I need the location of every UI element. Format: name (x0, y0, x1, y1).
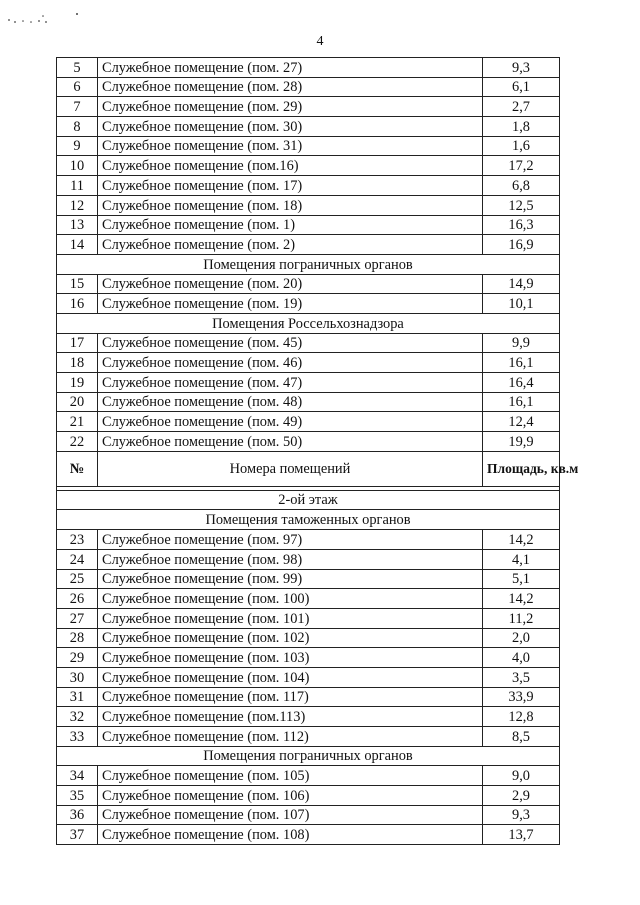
room-area: 17,2 (483, 156, 560, 176)
header-room-names: Номера помещений (98, 451, 483, 486)
room-area: 12,5 (483, 195, 560, 215)
table-row (57, 667, 560, 687)
header-area: Площадь, кв.м (483, 451, 560, 486)
room-name: Служебное помещение (пом. 108) (98, 825, 483, 845)
room-area: 13,7 (483, 825, 560, 845)
room-area: 16,3 (483, 215, 560, 235)
section-customs-agencies: Помещения таможенных органов (57, 510, 560, 530)
table-row (57, 136, 560, 156)
room-name: Служебное помещение (пом. 1) (98, 215, 483, 235)
room-name: Служебное помещение (пом.113) (98, 707, 483, 727)
table-row (57, 156, 560, 176)
row-number: 20 (57, 392, 98, 412)
table-row (57, 648, 560, 668)
room-area: 11,2 (483, 608, 560, 628)
room-name: Служебное помещение (пом. 46) (98, 353, 483, 373)
table-row (57, 549, 560, 569)
row-number: 17 (57, 333, 98, 353)
row-number: 21 (57, 412, 98, 432)
room-name: Служебное помещение (пом. 105) (98, 766, 483, 786)
room-area: 16,1 (483, 392, 560, 412)
row-number: 35 (57, 786, 98, 806)
room-name: Служебное помещение (пом. 106) (98, 786, 483, 806)
room-area: 16,9 (483, 235, 560, 255)
table-row (57, 176, 560, 196)
table-row (57, 373, 560, 393)
room-name: Служебное помещение (пом. 104) (98, 667, 483, 687)
room-name: Служебное помещение (пом. 27) (98, 58, 483, 78)
room-area: 6,1 (483, 77, 560, 97)
row-number: 26 (57, 589, 98, 609)
room-name: Служебное помещение (пом. 20) (98, 274, 483, 294)
row-number: 34 (57, 766, 98, 786)
table-row (57, 353, 560, 373)
room-area: 12,4 (483, 412, 560, 432)
row-number: 15 (57, 274, 98, 294)
table-row (57, 569, 560, 589)
row-number: 5 (57, 58, 98, 78)
row-number: 37 (57, 825, 98, 845)
room-area: 10,1 (483, 294, 560, 314)
row-number: 36 (57, 805, 98, 825)
section-row (57, 313, 560, 333)
row-number: 10 (57, 156, 98, 176)
table-row (57, 215, 560, 235)
table-row (57, 707, 560, 727)
room-area: 2,7 (483, 97, 560, 117)
row-number: 23 (57, 530, 98, 550)
section-row (57, 510, 560, 530)
room-name: Служебное помещение (пом. 29) (98, 97, 483, 117)
room-name: Служебное помещение (пом. 112) (98, 727, 483, 747)
room-area: 14,2 (483, 530, 560, 550)
row-number: 29 (57, 648, 98, 668)
room-area: 9,0 (483, 766, 560, 786)
room-area: 4,0 (483, 648, 560, 668)
room-name: Служебное помещение (пом. 103) (98, 648, 483, 668)
row-number: 6 (57, 77, 98, 97)
row-number: 9 (57, 136, 98, 156)
row-number: 31 (57, 687, 98, 707)
row-number: 11 (57, 176, 98, 196)
room-area: 9,9 (483, 333, 560, 353)
row-number: 27 (57, 608, 98, 628)
table-row (57, 589, 560, 609)
room-name: Служебное помещение (пом. 99) (98, 569, 483, 589)
room-name: Служебное помещение (пом. 19) (98, 294, 483, 314)
row-number: 8 (57, 117, 98, 137)
room-area: 16,4 (483, 373, 560, 393)
table-row (57, 687, 560, 707)
table-row (57, 77, 560, 97)
room-name: Служебное помещение (пом. 49) (98, 412, 483, 432)
table-row (57, 727, 560, 747)
section-border-agencies: Помещения пограничных органов (57, 254, 560, 274)
room-area: 14,9 (483, 274, 560, 294)
table-row (57, 274, 560, 294)
room-name: Служебное помещение (пом. 50) (98, 432, 483, 452)
table-row (57, 786, 560, 806)
room-name: Служебное помещение (пом. 31) (98, 136, 483, 156)
table-row (57, 412, 560, 432)
row-number: 18 (57, 353, 98, 373)
row-number: 14 (57, 235, 98, 255)
room-area: 8,5 (483, 727, 560, 747)
row-number: 7 (57, 97, 98, 117)
row-number: 33 (57, 727, 98, 747)
table-header-row (57, 451, 560, 486)
row-number: 19 (57, 373, 98, 393)
room-area: 12,8 (483, 707, 560, 727)
room-name: Служебное помещение (пом. 102) (98, 628, 483, 648)
row-number: 30 (57, 667, 98, 687)
table-row (57, 117, 560, 137)
table-row (57, 294, 560, 314)
room-name: Служебное помещение (пом. 97) (98, 530, 483, 550)
room-area: 1,8 (483, 117, 560, 137)
row-number: 24 (57, 549, 98, 569)
room-area: 6,8 (483, 176, 560, 196)
section-border-agencies-2: Помещения пограничных органов (57, 746, 560, 766)
page-number: 4 (316, 34, 324, 49)
header-number: № (57, 451, 98, 486)
table-row (57, 97, 560, 117)
scan-artifact-marks (6, 8, 86, 28)
room-area: 3,5 (483, 667, 560, 687)
table-row (57, 392, 560, 412)
room-name: Служебное помещение (пом. 100) (98, 589, 483, 609)
row-number: 25 (57, 569, 98, 589)
room-name: Служебное помещение (пом. 48) (98, 392, 483, 412)
table-row (57, 608, 560, 628)
table-row (57, 825, 560, 845)
room-name: Служебное помещение (пом. 98) (98, 549, 483, 569)
table-row (57, 333, 560, 353)
table-row (57, 628, 560, 648)
room-area: 14,2 (483, 589, 560, 609)
room-area: 19,9 (483, 432, 560, 452)
room-name: Служебное помещение (пом. 117) (98, 687, 483, 707)
row-number: 12 (57, 195, 98, 215)
rooms-table (56, 57, 579, 845)
section-row (57, 746, 560, 766)
section-rosselkhoznadzor: Помещения Россельхознадзора (57, 313, 560, 333)
row-number: 32 (57, 707, 98, 727)
room-name: Служебное помещение (пом. 107) (98, 805, 483, 825)
room-area: 4,1 (483, 549, 560, 569)
row-number: 16 (57, 294, 98, 314)
row-number: 28 (57, 628, 98, 648)
room-name: Служебное помещение (пом. 47) (98, 373, 483, 393)
room-area: 9,3 (483, 805, 560, 825)
room-area: 16,1 (483, 353, 560, 373)
room-name: Служебное помещение (пом. 30) (98, 117, 483, 137)
room-name: Служебное помещение (пом. 101) (98, 608, 483, 628)
section-row (57, 254, 560, 274)
table-row (57, 805, 560, 825)
table-row (57, 235, 560, 255)
table-row (57, 766, 560, 786)
room-area: 33,9 (483, 687, 560, 707)
section-row (57, 490, 560, 510)
room-name: Служебное помещение (пом. 18) (98, 195, 483, 215)
row-number: 13 (57, 215, 98, 235)
table-row (57, 432, 560, 452)
room-name: Служебное помещение (пом. 28) (98, 77, 483, 97)
room-area: 5,1 (483, 569, 560, 589)
room-name: Служебное помещение (пом. 45) (98, 333, 483, 353)
room-area: 2,0 (483, 628, 560, 648)
room-area: 1,6 (483, 136, 560, 156)
table-row (57, 58, 560, 78)
room-name: Служебное помещение (пом. 17) (98, 176, 483, 196)
floor-heading: 2-ой этаж (57, 490, 560, 510)
row-number: 22 (57, 432, 98, 452)
table-row (57, 530, 560, 550)
room-area: 2,9 (483, 786, 560, 806)
table-row (57, 195, 560, 215)
room-area: 9,3 (483, 58, 560, 78)
room-name: Служебное помещение (пом. 2) (98, 235, 483, 255)
room-name: Служебное помещение (пом.16) (98, 156, 483, 176)
